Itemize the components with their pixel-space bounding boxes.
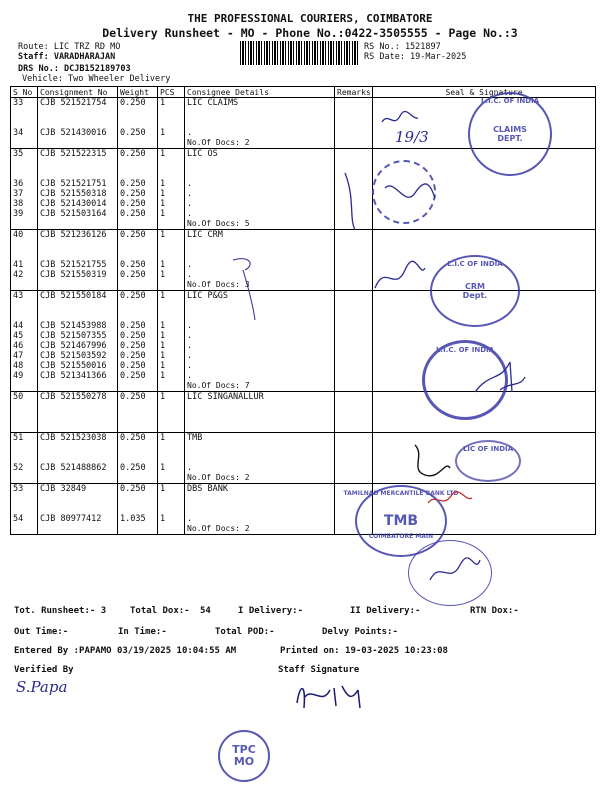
cell-line: CJB 521453988 [40, 321, 107, 331]
cell-line [13, 108, 35, 118]
cell-line: 1 [160, 371, 166, 381]
cell-line: LIC SINGANALLUR [187, 392, 264, 402]
cell-line [120, 108, 155, 118]
cell-line [120, 240, 155, 250]
cell-spacer [120, 219, 155, 229]
cell-line [13, 301, 35, 311]
cell-line: LIC P&GS [187, 291, 228, 301]
row-weight [118, 230, 158, 291]
row-consignment-no [38, 433, 118, 484]
cell-line [120, 250, 155, 260]
barcode [240, 41, 358, 65]
cell-line: 1 [160, 270, 166, 280]
cell-line: CJB 521503164 [40, 209, 107, 219]
cell-line [187, 412, 332, 422]
dbs-signature [425, 550, 485, 590]
row-consignee [185, 149, 335, 230]
cell-spacer [40, 280, 115, 290]
row-sno [11, 291, 38, 392]
cell-line: 0.250 [120, 392, 146, 402]
cell-line: . [187, 189, 193, 199]
cell-line: 45 [13, 331, 24, 341]
claims-handwriting: 19/3 [395, 128, 429, 146]
row-remarks [335, 230, 373, 291]
cell-line: 0.250 [120, 209, 146, 219]
tot-runsheet: Tot. Runsheet:- 3 [14, 606, 107, 616]
row-pcs [158, 98, 185, 149]
pgs-signature [470, 342, 530, 402]
cell-line [120, 412, 155, 422]
cell-line: CJB 521523038 [40, 433, 107, 443]
cell-spacer [120, 138, 155, 148]
cell-line [13, 250, 35, 260]
tpc-mo-stamp: TPC MO [218, 730, 270, 782]
cell-line [160, 169, 182, 179]
verified-signature: S.Papa [16, 678, 68, 696]
runsheet-title: Delivery Runsheet - MO - Phone No.:0422-3505555 - Page No.:3 [102, 26, 518, 40]
cell-line [187, 504, 332, 514]
cell-line [13, 118, 35, 128]
cell-line: 53 [13, 484, 24, 494]
cell-spacer [13, 219, 35, 229]
cell-line: CJB 521550319 [40, 270, 107, 280]
cell-line [13, 443, 35, 453]
cell-spacer [120, 422, 155, 432]
row-consignment-no [38, 291, 118, 392]
cell-line [160, 402, 182, 412]
cell-line [13, 504, 35, 514]
cell-spacer [13, 381, 35, 391]
cell-line: 33 [13, 98, 24, 108]
cell-line: . [187, 209, 193, 219]
tmb-signature [425, 488, 475, 513]
cell-line: 1 [160, 98, 166, 108]
cell-line [40, 169, 115, 179]
row-weight [118, 291, 158, 392]
docs-count [187, 422, 332, 432]
verified-by-label: Verified By [14, 665, 74, 675]
cell-spacer [40, 138, 115, 148]
row-weight [118, 392, 158, 433]
vehicle: Vehicle: Two Wheeler Delivery [22, 74, 171, 84]
cell-line: 49 [13, 371, 24, 381]
cell-spacer [13, 473, 35, 483]
cell-line: CJB 521550016 [40, 361, 107, 371]
cell-line [40, 504, 115, 514]
row-sno [11, 484, 38, 535]
row-pcs [158, 149, 185, 230]
cell-line [40, 240, 115, 250]
cell-spacer [160, 473, 182, 483]
cell-line: CJB 521521754 [40, 98, 107, 108]
rtn-dox: RTN Dox:- [470, 606, 519, 616]
cell-line [120, 311, 155, 321]
cell-spacer [40, 422, 115, 432]
cell-line [13, 159, 35, 169]
cell-line: CJB 521550318 [40, 189, 107, 199]
cell-spacer [40, 473, 115, 483]
cell-line: 48 [13, 361, 24, 371]
row-remarks [335, 98, 373, 149]
cell-line [187, 108, 332, 118]
cell-line: 34 [13, 128, 24, 138]
cell-line [160, 159, 182, 169]
cell-line: CJB 521236126 [40, 230, 107, 240]
printed-on: Printed on: 19-03-2025 10:23:08 [280, 646, 448, 656]
singanallur-signature [405, 440, 455, 480]
cell-line: 0.250 [120, 128, 146, 138]
cell-line [160, 412, 182, 422]
cell-line: 41 [13, 260, 24, 270]
cell-line [40, 250, 115, 260]
row-consignment-no [38, 392, 118, 433]
rs-number: RS No.: 1521897 [364, 42, 441, 52]
ii-delivery: II Delivery:- [350, 606, 421, 616]
cell-line: 0.250 [120, 98, 146, 108]
cell-line [187, 402, 332, 412]
col-seal-signature: Seal & Signature [373, 87, 596, 98]
cell-line [160, 240, 182, 250]
cell-line [187, 240, 332, 250]
docs-count: No.Of Docs: 2 [187, 473, 250, 482]
cell-spacer [120, 381, 155, 391]
cell-spacer [160, 422, 182, 432]
col-remarks: Remarks [335, 87, 373, 98]
cell-line [160, 118, 182, 128]
cell-line: CJB 521430016 [40, 128, 107, 138]
cell-line: 1 [160, 209, 166, 219]
cell-line: 1 [160, 463, 166, 473]
cell-line: DBS BANK [187, 484, 228, 494]
cell-line: . [187, 514, 193, 524]
cell-line: 39 [13, 209, 24, 219]
cell-line [160, 443, 182, 453]
total-pod: Total POD:- [215, 627, 275, 637]
cell-line: . [187, 331, 193, 341]
docs-count: No.Of Docs: 2 [187, 138, 250, 147]
row-weight [118, 98, 158, 149]
cell-line [40, 301, 115, 311]
cell-line: 1 [160, 321, 166, 331]
cell-line: 35 [13, 149, 24, 159]
cell-line: 43 [13, 291, 24, 301]
cell-line [120, 443, 155, 453]
cell-line: 1 [160, 331, 166, 341]
cell-line [160, 494, 182, 504]
cell-line [13, 311, 35, 321]
cell-line: CJB 521521755 [40, 260, 107, 270]
cell-line: 0.250 [120, 291, 146, 301]
cell-line: 44 [13, 321, 24, 331]
out-time: Out Time:- [14, 627, 69, 637]
cell-line: 42 [13, 270, 24, 280]
cell-line [13, 240, 35, 250]
cell-spacer [13, 138, 35, 148]
cell-line [120, 494, 155, 504]
cell-line: . [187, 270, 193, 280]
cell-spacer [160, 138, 182, 148]
cell-line: 1 [160, 341, 166, 351]
cell-spacer [40, 381, 115, 391]
row-pcs [158, 433, 185, 484]
cell-line [160, 108, 182, 118]
cell-line [187, 494, 332, 504]
row-pcs [158, 230, 185, 291]
cell-line: 1 [160, 230, 166, 240]
cell-line: CJB 521341366 [40, 371, 107, 381]
cell-line: 51 [13, 433, 24, 443]
cell-line: CJB 32849 [40, 484, 87, 494]
cell-line [160, 301, 182, 311]
cell-spacer [120, 280, 155, 290]
docs-count: No.Of Docs: 2 [187, 524, 250, 533]
row-pcs [158, 392, 185, 433]
cell-line: CJB 521503592 [40, 351, 107, 361]
cell-line [160, 453, 182, 463]
cell-line: CJB 521550278 [40, 392, 107, 402]
cell-line: . [187, 351, 193, 361]
cell-line: 1 [160, 149, 166, 159]
cell-line [160, 504, 182, 514]
cell-line: CJB 80977412 [40, 514, 102, 524]
cell-line: 47 [13, 351, 24, 361]
col-weight: Weight [118, 87, 158, 98]
cell-line: 52 [13, 463, 24, 473]
cell-line: . [187, 321, 193, 331]
cell-line: 1 [160, 433, 166, 443]
row-consignee [185, 433, 335, 484]
delvy-points: Delvy Points:- [322, 627, 398, 637]
col-consignee: Consignee Details [185, 87, 335, 98]
total-dox-value: 54 [200, 606, 211, 616]
cell-line: CJB 521521751 [40, 179, 107, 189]
row-weight [118, 149, 158, 230]
cell-line [187, 118, 332, 128]
cell-line [187, 159, 332, 169]
row-consignee [185, 392, 335, 433]
cell-line: 50 [13, 392, 24, 402]
company-name: THE PROFESSIONAL COURIERS, COIMBATORE [187, 12, 433, 25]
cell-line: . [187, 361, 193, 371]
cell-line: . [187, 371, 193, 381]
cell-line: 1 [160, 291, 166, 301]
cell-spacer [13, 524, 35, 534]
cell-line: 46 [13, 341, 24, 351]
cell-line: 0.250 [120, 361, 146, 371]
row-sno [11, 149, 38, 230]
cell-line: 0.250 [120, 463, 146, 473]
cell-line: . [187, 179, 193, 189]
cell-line [187, 169, 332, 179]
cell-spacer [13, 422, 35, 432]
cell-spacer [160, 280, 182, 290]
cell-line [13, 412, 35, 422]
cell-line [120, 301, 155, 311]
row-sno [11, 433, 38, 484]
lic-singanallur-stamp: LIC OF INDIA [455, 440, 521, 482]
cell-line [120, 453, 155, 463]
cell-spacer [160, 381, 182, 391]
row-remarks [335, 433, 373, 484]
cell-line: CJB 521488862 [40, 463, 107, 473]
cell-line [40, 412, 115, 422]
cell-line: TMB [187, 433, 203, 443]
cell-line: LIC CRM [187, 230, 223, 240]
cell-line: CJB 521507355 [40, 331, 107, 341]
cell-line: 1 [160, 514, 166, 524]
cell-line: 1 [160, 199, 166, 209]
cell-line [160, 311, 182, 321]
crm-signature [370, 258, 430, 298]
cell-spacer [40, 219, 115, 229]
rs-date: RS Date: 19-Mar-2025 [364, 52, 467, 62]
cell-line: 0.250 [120, 341, 146, 351]
cell-line [187, 453, 332, 463]
row-pcs [158, 291, 185, 392]
lic-crm-stamp: L.I.C OF INDIA CRM Dept. [430, 255, 520, 327]
cell-line [40, 494, 115, 504]
cell-line: 1 [160, 179, 166, 189]
cell-line [13, 453, 35, 463]
cell-line: 0.250 [120, 351, 146, 361]
cell-line: 0.250 [120, 433, 146, 443]
cell-line: 0.250 [120, 149, 146, 159]
table-row [11, 484, 596, 535]
cell-line: LIC OS [187, 149, 218, 159]
cell-line: CJB 521522315 [40, 149, 107, 159]
col-consignment: Consignment No [38, 87, 118, 98]
cell-line [187, 443, 332, 453]
lic-claims-stamp: L.I.C. OF INDIA CLAIMS DEPT. [468, 92, 552, 176]
cell-line [160, 250, 182, 260]
cell-spacer [160, 524, 182, 534]
lic-os-signature [335, 168, 445, 238]
cell-line [13, 402, 35, 412]
cell-line [120, 504, 155, 514]
cell-line: CJB 521467996 [40, 341, 107, 351]
cell-line: CJB 521550184 [40, 291, 107, 301]
cell-line [40, 443, 115, 453]
cell-line: 37 [13, 189, 24, 199]
cell-line: . [187, 341, 193, 351]
cell-line: 54 [13, 514, 24, 524]
row-sno [11, 98, 38, 149]
cell-line: 40 [13, 230, 24, 240]
entered-by: Entered By :PAPAMO 03/19/2025 10:04:55 AM [14, 646, 237, 656]
cell-line [120, 402, 155, 412]
row-weight [118, 484, 158, 535]
cell-line: 36 [13, 179, 24, 189]
cell-line: . [187, 260, 193, 270]
cell-line [120, 118, 155, 128]
cell-line [40, 402, 115, 412]
cell-line [13, 169, 35, 179]
staff: Staff: VARADHARAJAN [18, 52, 116, 62]
cell-line: 1 [160, 484, 166, 494]
drs-number: DRS No.: DCJB152189703 [18, 64, 131, 74]
docs-count: No.Of Docs: 5 [187, 219, 250, 228]
total-dox-label: Total Dox:- [130, 606, 190, 616]
row-consignment-no [38, 230, 118, 291]
cell-line: 0.250 [120, 371, 146, 381]
cell-line: 0.250 [120, 189, 146, 199]
lic-pgs-stamp: L.I.C. OF INDIA [422, 340, 508, 420]
cell-line: 0.250 [120, 199, 146, 209]
col-pcs: PCS [158, 87, 185, 98]
staff-signature [292, 678, 372, 714]
row-consignee [185, 98, 335, 149]
cell-line: 1 [160, 128, 166, 138]
row-remarks [335, 291, 373, 392]
row-consignment-no [38, 98, 118, 149]
cell-line [40, 453, 115, 463]
cell-line: 1.035 [120, 514, 146, 524]
tmb-stamp: TAMILNAD MERCANTILE BANK LTD TMB COIMBATORE MAIN [355, 485, 447, 557]
cell-line: 1 [160, 189, 166, 199]
cell-line: 0.250 [120, 331, 146, 341]
staff-signature-label: Staff Signature [278, 665, 360, 675]
cell-spacer [13, 280, 35, 290]
row-sno [11, 230, 38, 291]
cell-line: . [187, 199, 193, 209]
cell-spacer [40, 524, 115, 534]
row-sno [11, 392, 38, 433]
in-time: In Time:- [118, 627, 167, 637]
cell-spacer [120, 524, 155, 534]
claims-signature [380, 110, 420, 130]
cell-line: 0.250 [120, 270, 146, 280]
cell-line: 0.250 [120, 484, 146, 494]
cell-line: 0.250 [120, 230, 146, 240]
docs-count: No.Of Docs: 3 [187, 280, 250, 289]
i-delivery: I Delivery:- [238, 606, 304, 616]
cell-line [40, 311, 115, 321]
cell-line: 1 [160, 260, 166, 270]
cell-line: 1 [160, 361, 166, 371]
cell-line: LIC CLAIMS [187, 98, 239, 108]
row-consignment-no [38, 149, 118, 230]
cell-line: CJB 521430014 [40, 199, 107, 209]
cell-line: 0.250 [120, 179, 146, 189]
crm-remark-mark [225, 255, 265, 325]
cell-line: . [187, 128, 193, 138]
cell-line [120, 159, 155, 169]
row-weight [118, 433, 158, 484]
docs-count: No.Of Docs: 7 [187, 381, 250, 390]
cell-spacer [120, 473, 155, 483]
row-consignment-no [38, 484, 118, 535]
row-consignee [185, 484, 335, 535]
cell-line [13, 494, 35, 504]
cell-line: 0.250 [120, 321, 146, 331]
cell-line: 38 [13, 199, 24, 209]
cell-line: . [187, 463, 193, 473]
cell-line: 1 [160, 392, 166, 402]
row-pcs [158, 484, 185, 535]
cell-line [40, 159, 115, 169]
cell-line [40, 108, 115, 118]
cell-line [40, 118, 115, 128]
route: Route: LIC TRZ RD MO [18, 42, 121, 52]
cell-line [120, 169, 155, 179]
row-remarks [335, 392, 373, 433]
cell-line: 0.250 [120, 260, 146, 270]
cell-line: 1 [160, 351, 166, 361]
cell-spacer [160, 219, 182, 229]
col-sno: S No [11, 87, 38, 98]
